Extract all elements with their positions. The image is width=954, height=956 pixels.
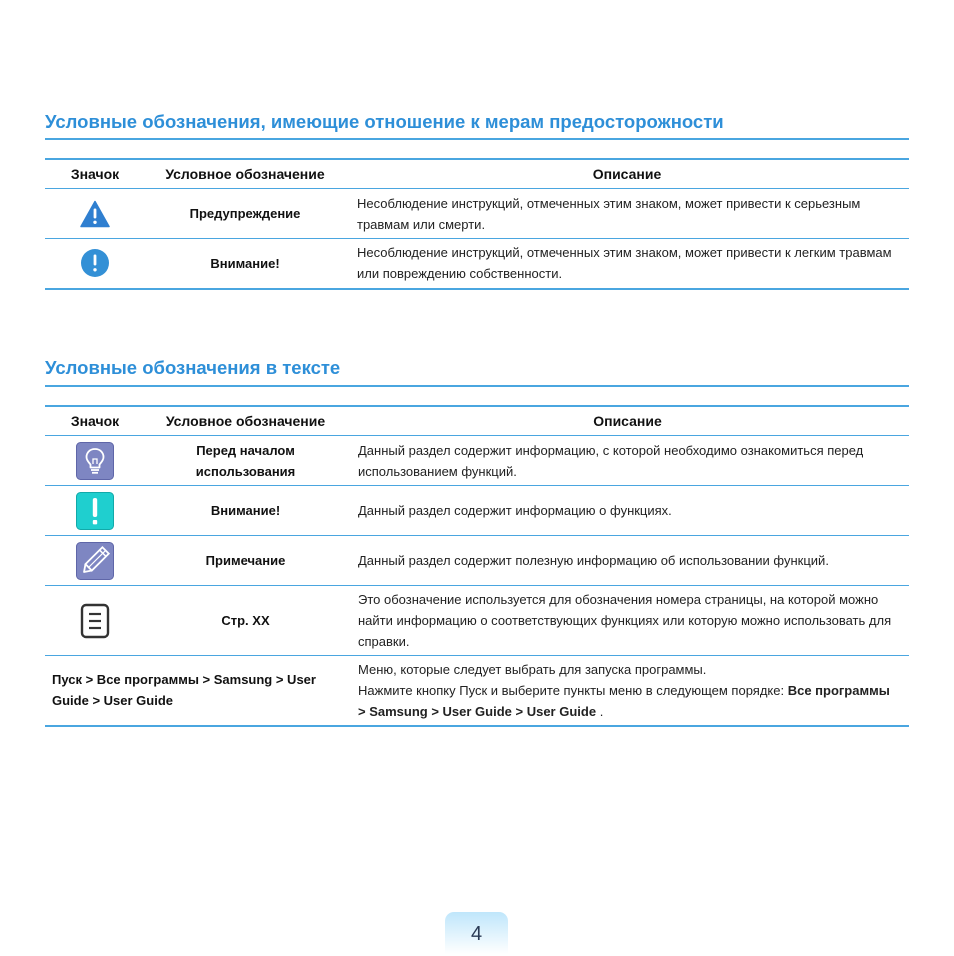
page-reference-icon (80, 603, 110, 639)
text-section-title: Условные обозначения в тексте (45, 357, 341, 378)
symbol-name: Примечание (145, 536, 346, 586)
column-header-icon: Значок (45, 159, 145, 189)
table-header-row (45, 406, 909, 436)
column-header-symbol: Условное обозначение (145, 159, 345, 189)
warning-triangle-icon (80, 200, 110, 228)
menu-path-row (45, 656, 909, 726)
symbol-description: Несоблюдение инструкций, отмеченных этим знаком, может привести к серьезным травмам или смерти. (345, 189, 909, 239)
symbol-name: использования (195, 463, 296, 479)
column-header-description: Описание (346, 406, 909, 436)
table-row (45, 436, 909, 486)
table-row (45, 536, 909, 586)
safety-section-title: Условные обозначения, имеющие отношение к мерам предосторожности (45, 111, 724, 132)
symbol-name: Предупреждение (145, 189, 345, 239)
lightbulb-icon (76, 442, 114, 480)
exclamation-icon (76, 492, 114, 530)
pencil-note-icon (76, 542, 114, 580)
menu-path-description: Меню, которые следует выбрать для запуска программы. (358, 661, 707, 677)
symbol-name: Внимание! (145, 239, 345, 289)
table-row (45, 189, 909, 239)
table-row (45, 486, 909, 536)
table-header-row (45, 159, 909, 189)
menu-path: Пуск > Все программы > Samsung > User Guide > User Guide (45, 656, 346, 726)
symbol-description: Данный раздел содержит полезную информацию об использовании функций. (346, 536, 909, 586)
section-divider (45, 138, 909, 140)
table-row (45, 586, 909, 656)
symbol-description: Данный раздел содержит информацию, с которой необходимо ознакомиться перед использованием функций. (346, 436, 909, 486)
column-header-description: Описание (345, 159, 909, 189)
symbol-name: Внимание! (145, 486, 346, 536)
menu-path-inline: Все программы > Samsung > User Guide > User Guide (358, 682, 890, 719)
caution-circle-icon (80, 248, 110, 278)
symbol-description: Данный раздел содержит информацию о функциях. (346, 486, 909, 536)
section-divider (45, 385, 909, 387)
column-header-symbol: Условное обозначение (145, 406, 346, 436)
page-number: 4 (445, 912, 508, 954)
menu-path-instruction: Нажмите кнопку Пуск и выберите пункты меню в следующем порядке: Все программы > Samsung > User Guide > User Guide . (358, 682, 890, 719)
column-header-icon: Значок (45, 406, 145, 436)
safety-symbols-table (45, 158, 909, 290)
table-row (45, 239, 909, 289)
symbol-name: Стр. XX (145, 586, 346, 656)
symbol-name: Перед началом (196, 442, 295, 458)
text-symbols-table (45, 405, 909, 727)
symbol-description: Это обозначение используется для обозначения номера страницы, на которой можно найти информацию о соответствующих функциях или которую можно использовать для справки. (346, 586, 909, 656)
symbol-description: Несоблюдение инструкций, отмеченных этим знаком, может привести к легким травмам или повреждению собственности. (345, 239, 909, 289)
